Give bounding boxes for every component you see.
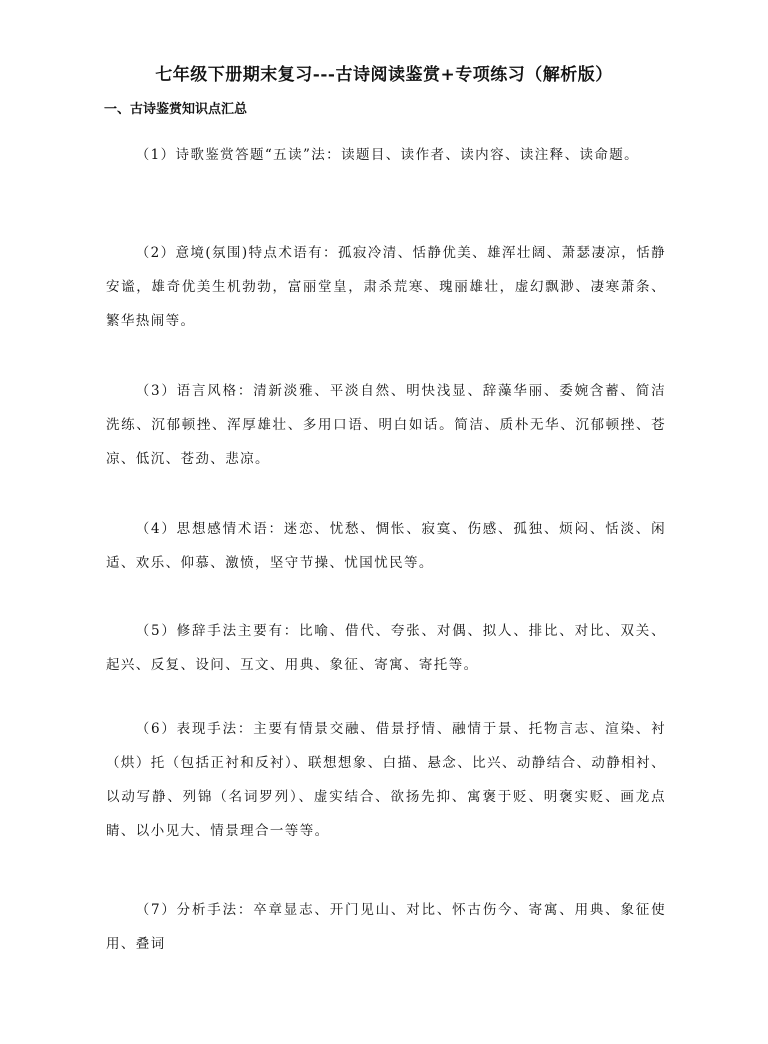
paragraph-emotion-terms: （4）思想感情术语：迷恋、忧愁、惆怅、寂寞、伤感、孤独、烦闷、恬淡、闲适、欢乐、仰慕、激愤，坚守节操、忧国忧民等。 xyxy=(106,521,666,571)
section-heading: 一、古诗鉴赏知识点汇总 xyxy=(104,102,248,117)
paragraph-language-style: （3）语言风格：清新淡雅、平淡自然、明快浅显、辞藻华丽、委婉含蓄、简洁洗练、沉郁顿挫、浑厚雄壮、多用口语、明白如话。简洁、质朴无华、沉郁顿挫、苍凉、低沉、苍劲、悲凉。 xyxy=(106,383,666,467)
paragraph-mood-terms: （2）意境(氛围)特点术语有：孤寂冷清、恬静优美、雄浑壮阔、萧瑟凄凉，恬静安谧，雄奇优美生机勃勃，富丽堂皇，肃杀荒寒、瑰丽雄壮，虚幻飘渺、凄寒萧条、繁华热闹等。 xyxy=(106,245,666,329)
document-title: 七年级下册期末复习---古诗阅读鉴赏+专项练习（解析版） xyxy=(155,65,613,85)
paragraph-analysis-techniques: （7）分析手法：卒章显志、开门见山、对比、怀古伤今、寄寓、用典、象征使用、叠词 xyxy=(106,902,666,952)
paragraph-five-reads: （1）诗歌鉴赏答题“五读”法：读题目、读作者、读内容、读注释、读命题。 xyxy=(135,147,640,163)
paragraph-expression-techniques: （6）表现手法：主要有情景交融、借景抒情、融情于景、托物言志、渲染、衬（烘）托（包括正衬和反衬）、联想想象、白描、悬念、比兴、动静结合、动静相衬、以动写静、列锦（名词罗列）、虚实结合、欲扬先抑、寓褒于贬、明褒实贬、画龙点睛、以小见大、情景理合一等等。 xyxy=(106,721,666,839)
paragraph-rhetoric: （5）修辞手法主要有：比喻、借代、夸张、对偶、拟人、排比、对比、双关、起兴、反复、设问、互文、用典、象征、寄寓、寄托等。 xyxy=(106,623,666,673)
